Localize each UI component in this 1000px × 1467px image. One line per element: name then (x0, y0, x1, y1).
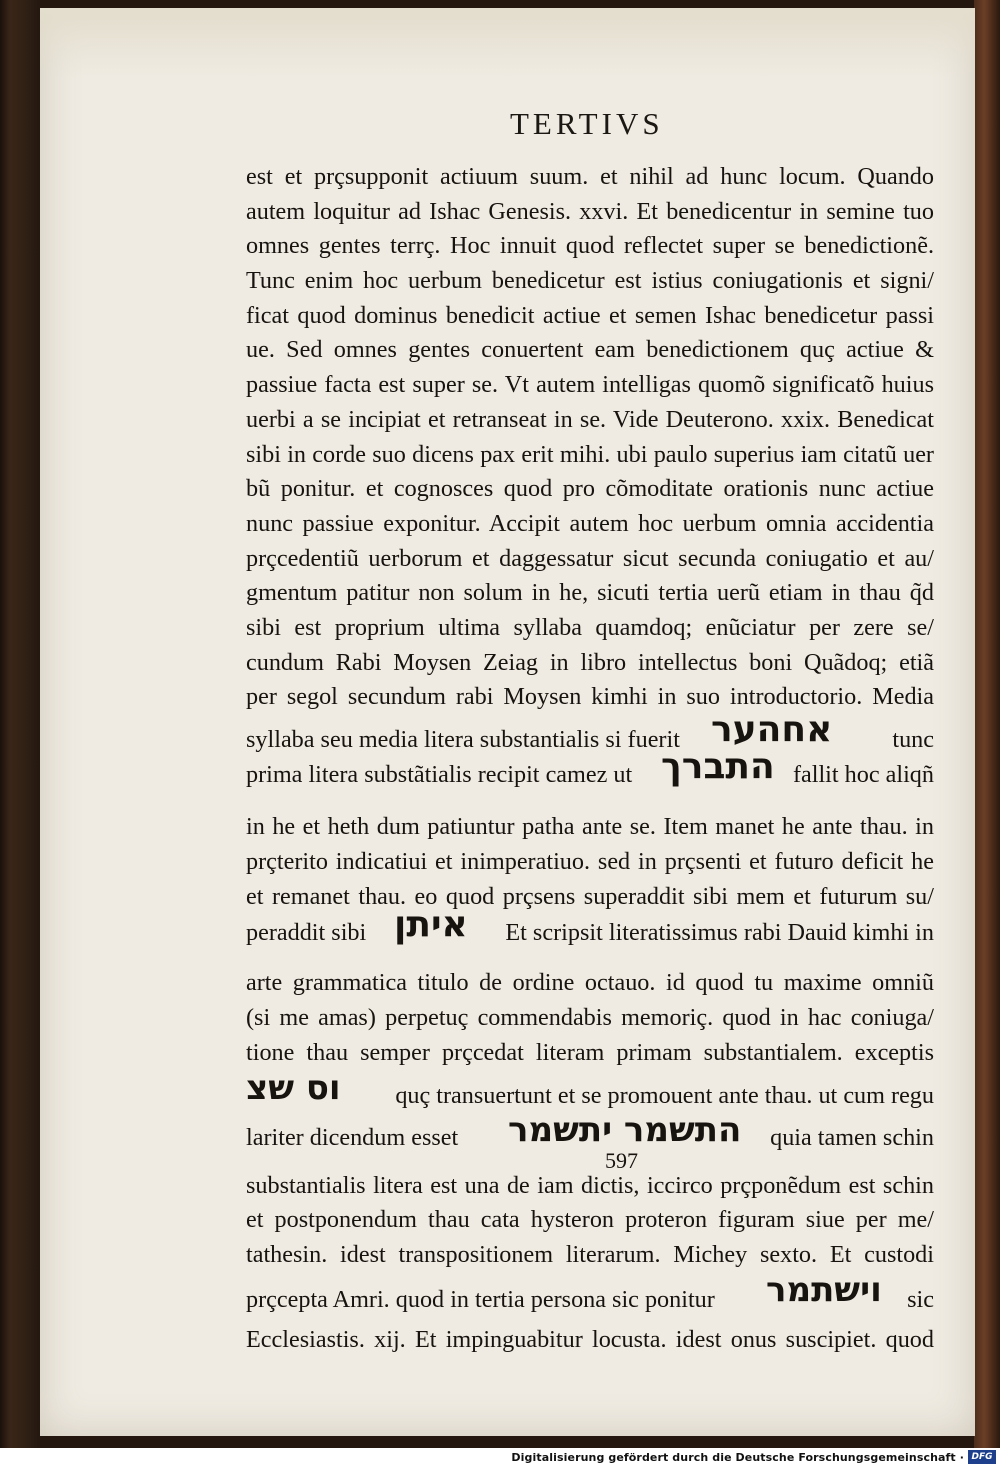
page-number: 597 (605, 1148, 638, 1173)
text-line: cundum Rabi Moysen Zeiag in libro intellectus boni Quãdoq; etiã (246, 648, 934, 676)
hebrew-word: איתן (394, 904, 468, 946)
text-line-hebrew-5 (246, 1109, 934, 1159)
body-text (246, 160, 934, 1357)
text-line: gmentum patitur non solum in he, sicuti tertia uerũ etiam in thau q̃d (246, 579, 934, 607)
text-fragment: fallit hoc aliqñ (792, 760, 934, 788)
text-fragment: sic (907, 1285, 934, 1313)
text-line: bũ ponitur. et cognosces quod pro cõmoditate orationis nunc actiue (246, 475, 934, 503)
funding-credit: Digitalisierung gefördert durch die Deutsche Forschungsgemeinschaft · (511, 1451, 964, 1464)
text-line: et postponendum thau cata hysteron proteron figuram siue per me/ (246, 1206, 934, 1234)
hebrew-word: התברך (661, 745, 775, 787)
text-fragment: prçcepta Amri. quod in tertia persona sic ponitur (246, 1285, 715, 1313)
text-line-hebrew-6 (246, 1269, 934, 1321)
text-line: tathesin. idest transpositionem literarum. Michey sexto. Et custodi (246, 1240, 934, 1268)
text-fragment: syllaba seu media litera substantialis si fuerit (246, 726, 680, 753)
text-line: per segol secundum rabi Moysen kimhi in suo introductorio. Media (246, 683, 934, 711)
text-fragment: quç transuertunt et se promouent ante thau. ut cum regu (395, 1081, 934, 1109)
text-line: sibi in corde suo dicens pax erit mihi. ubi paulo superius iam citatũ uer (246, 440, 934, 468)
text-line: tione thau semper prçcedat literam primam substantialem. exceptis (246, 1038, 934, 1066)
text-line: ficat quod dominus benedicit actiue et semen Ishac benedicetur passi (246, 301, 934, 329)
text-line: passiue facta est super se. Vt autem intelligas quomõ significatõ huius (246, 371, 934, 399)
text-line: Ecclesiastis. xij. Et impinguabitur locusta. idest onus suscipiet. quod (246, 1325, 934, 1353)
book-spine (974, 0, 1000, 1448)
hebrew-word: וס שצ (246, 1067, 341, 1108)
text-line: (si me amas) perpetuç commendabis memoriç. quod in hac coniuga/ (246, 1004, 934, 1032)
text-fragment: peraddit sibi (246, 919, 367, 947)
text-fragment: quia tamen schin (770, 1123, 934, 1151)
text-line: sibi est proprium ultima syllaba quamdoq; enũciatur per zere se/ (246, 613, 934, 641)
running-head: TERTIVS (510, 106, 664, 141)
dfg-logo: DFG (968, 1450, 996, 1464)
text-line: arte grammatica titulo de ordine octauo. id quod tu maxime omniũ (246, 969, 934, 997)
text-line: prçterito indicatiui et inimperatiuo. sed in prçsenti et futuro deficit he (246, 848, 934, 876)
text-line: et remanet thau. eo quod prçsens superaddit sibi mem et futurum su/ (246, 882, 934, 910)
text-line: omnes gentes terrç. Hoc innuit quod reflectet super se benedictionẽ. (246, 232, 934, 260)
text-line: Tunc enim hoc uerbum benedicetur est istius coniugationis et signi/ (246, 267, 934, 295)
text-line-hebrew-2 (246, 745, 934, 793)
text-fragment: tunc (892, 726, 934, 753)
text-line: prçcedentiũ uerborum et daggessatur sicut secunda coniugatio et au/ (246, 544, 934, 572)
text-fragment: Et scripsit literatissimus rabi Dauid kimhi in (505, 919, 934, 947)
hebrew-word: אחהער (711, 709, 833, 750)
text-line: nunc passiue exponitur. Accipit autem hoc uerbum omnia accidentia (246, 509, 934, 537)
footer-bar (0, 1448, 1000, 1467)
text-line-hebrew-1 (246, 709, 934, 758)
text-line: substantialis litera est una de iam dictis, iccirco prçponẽdum est schin (246, 1171, 934, 1199)
text-line: ue. Sed omnes gentes conuertent eam benedictionem quç actiue & (246, 336, 934, 364)
text-line-hebrew-3 (246, 904, 934, 954)
text-line: autem loquitur ad Ishac Genesis. xxvi. Et benedicentur in semine tuo (246, 197, 934, 225)
text-line: est et prçsupponit actiuum suum. et nihil ad hunc locum. Quando (246, 163, 934, 190)
hebrew-word: התשמר יתשמר (508, 1109, 742, 1150)
text-line: in he et heth dum patiuntur patha ante se. Item manet he ante thau. in (246, 813, 934, 841)
text-fragment: lariter dicendum esset (246, 1123, 459, 1151)
hebrew-word: וישתמר (766, 1269, 882, 1310)
text-line: uerbi a se incipiat et retranseat in se. Vide Deuterono. xxix. Benedicat (246, 405, 934, 433)
text-fragment: prima litera substãtialis recipit camez ut (246, 760, 633, 788)
